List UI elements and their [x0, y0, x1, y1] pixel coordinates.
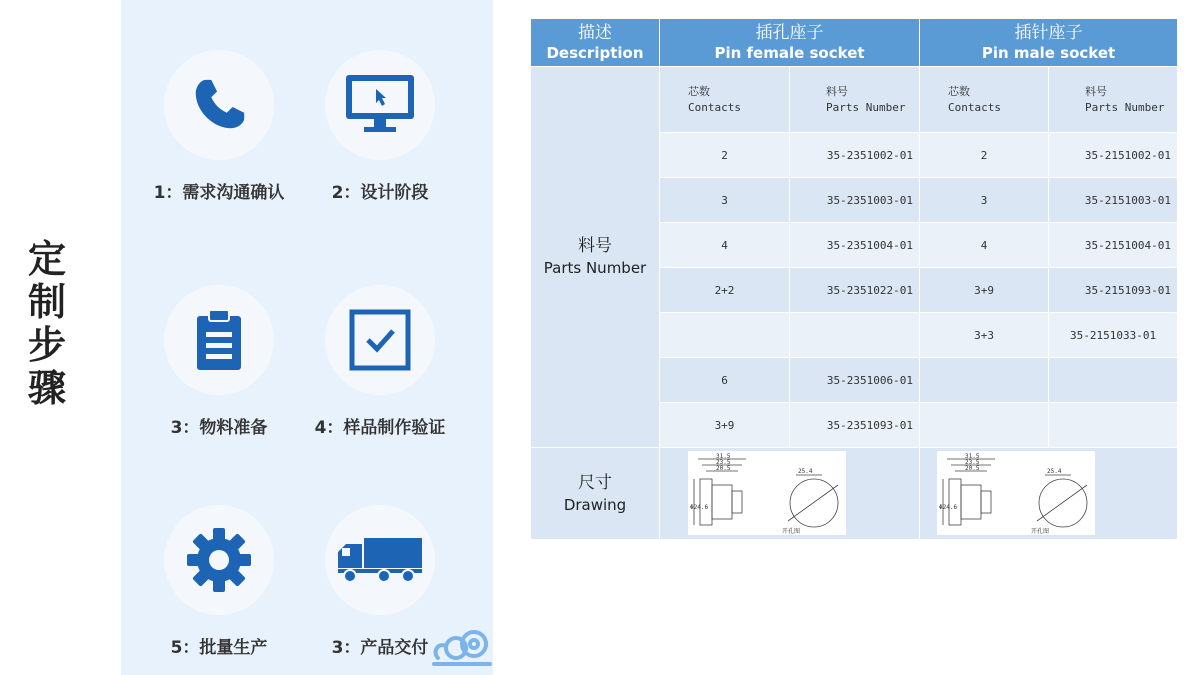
- gear-icon: [184, 525, 254, 595]
- female-contacts-cell: 2: [660, 133, 790, 178]
- male-socket-drawing: [937, 451, 1095, 535]
- male-pn-cell: 35-2151002-01: [1049, 133, 1178, 178]
- female-contacts-cell: 2+2: [660, 268, 790, 313]
- header-desc-en: Description: [546, 43, 644, 62]
- side-title-char: 步: [27, 323, 66, 367]
- drawing-dim-text: 20.5: [716, 465, 731, 472]
- drawing-dim-text: 20.5: [965, 465, 980, 472]
- subheader-text: 料号: [1085, 84, 1108, 98]
- drawing-dim-text: 23.5: [716, 459, 731, 466]
- female-socket-drawing: [688, 451, 846, 535]
- table-subheader-row: [531, 67, 1178, 133]
- step-5: [134, 505, 304, 658]
- subheader-male-contacts: [920, 67, 1049, 133]
- step-2: [295, 50, 465, 203]
- header-female-cn: 插孔座子: [755, 22, 824, 43]
- subheader-text: 芯数: [948, 84, 971, 98]
- parts-number-label: [531, 67, 660, 448]
- side-title-char: 骤: [27, 366, 66, 410]
- subheader-text: Parts Number: [1085, 100, 1165, 114]
- drawing-dim-text: 31.5: [965, 453, 980, 460]
- male-contacts-cell: 3: [920, 178, 1049, 223]
- male-drawing-cell: [920, 448, 1178, 540]
- drawing-dim-text: Φ24.6: [939, 504, 958, 511]
- step-icon-circle: [164, 50, 274, 160]
- table-header-row: [531, 19, 1178, 67]
- male-pn-cell: [1049, 358, 1178, 403]
- male-pn-cell: 35-2151093-01: [1049, 268, 1178, 313]
- subheader-text: Parts Number: [826, 100, 906, 114]
- header-female-en: Pin female socket: [714, 43, 865, 62]
- female-pn-cell: [790, 313, 920, 358]
- subheader-text: Contacts: [688, 100, 741, 114]
- header-male-en: Pin male socket: [981, 43, 1116, 62]
- parts-label-en: Parts Number: [543, 259, 647, 277]
- parts-spec-table: [530, 18, 1178, 540]
- female-pn-cell: 35-2351006-01: [790, 358, 920, 403]
- side-title-char: 制: [27, 280, 66, 324]
- subheader-text: 芯数: [688, 84, 710, 98]
- step-label: 2：设计阶段: [331, 183, 429, 203]
- drawing-caption: 开孔图: [1031, 528, 1050, 535]
- female-drawing-cell: [660, 448, 920, 540]
- drawing-dim-text: Φ24.6: [690, 504, 709, 511]
- step-4: [295, 285, 465, 438]
- header-female-socket: [660, 19, 920, 67]
- step-1: [134, 50, 304, 203]
- step-label: 5：批量生产: [170, 638, 268, 658]
- step-label: 4：样品制作验证: [314, 418, 446, 438]
- truck-icon: [336, 536, 424, 584]
- step-label: 1：需求沟通确认: [153, 183, 285, 203]
- page-side-title: [22, 238, 72, 410]
- male-contacts-cell: [920, 403, 1049, 448]
- step-label: 3：物料准备: [170, 418, 268, 438]
- steps-panel: [121, 0, 493, 675]
- female-contacts-cell: 3: [660, 178, 790, 223]
- side-title-char: 定: [27, 237, 66, 281]
- header-male-socket: [920, 19, 1178, 67]
- subheader-text: Contacts: [948, 100, 1001, 114]
- header-desc-cn: 描述: [578, 22, 612, 43]
- drawing-dim-text: 25.4: [1047, 468, 1062, 475]
- female-contacts-cell: [660, 313, 790, 358]
- checkbox-icon: [349, 309, 411, 371]
- male-contacts-cell: [920, 358, 1049, 403]
- male-pn-cell: [1049, 403, 1178, 448]
- drawing-label-en: Drawing: [563, 495, 627, 514]
- female-pn-cell: 35-2351093-01: [790, 403, 920, 448]
- drawing-row: [531, 448, 1178, 540]
- male-pn-cell: 35-2151003-01: [1049, 178, 1178, 223]
- male-contacts-cell: 4: [920, 223, 1049, 268]
- female-pn-cell: 35-2351002-01: [790, 133, 920, 178]
- female-contacts-cell: 4: [660, 223, 790, 268]
- female-pn-cell: 35-2351003-01: [790, 178, 920, 223]
- female-contacts-cell: 3+9: [660, 403, 790, 448]
- subheader-male-pn: [1049, 67, 1178, 133]
- male-contacts-cell: 3+3: [920, 313, 1049, 358]
- step-icon-circle: [325, 505, 435, 615]
- drawing-caption: 开孔图: [782, 528, 801, 535]
- drawing-label-cn: 尺寸: [578, 472, 612, 493]
- step-icon-circle: [325, 285, 435, 395]
- male-pn-cell: 35-2151033-01: [1049, 313, 1178, 358]
- male-contacts-cell: 3+9: [920, 268, 1049, 313]
- female-pn-cell: 35-2351004-01: [790, 223, 920, 268]
- drawing-dim-text: 23.5: [965, 459, 980, 466]
- step-label: 3：产品交付: [331, 638, 429, 658]
- parts-label-cn: 料号: [578, 236, 612, 256]
- phone-icon: [188, 74, 250, 136]
- male-contacts-cell: 2: [920, 133, 1049, 178]
- clipboard-icon: [194, 308, 244, 372]
- subheader-female-contacts: [660, 67, 790, 133]
- male-pn-cell: 35-2151004-01: [1049, 223, 1178, 268]
- step-icon-circle: [164, 285, 274, 395]
- subheader-text: 料号: [826, 84, 848, 98]
- step-icon-circle: [164, 505, 274, 615]
- step-3: [134, 285, 304, 438]
- female-pn-cell: 35-2351022-01: [790, 268, 920, 313]
- drawing-dim-text: 25.4: [798, 468, 813, 475]
- drawing-label: [531, 448, 660, 540]
- cloud-decoration-icon: [430, 622, 494, 670]
- female-contacts-cell: 6: [660, 358, 790, 403]
- step-icon-circle: [325, 50, 435, 160]
- header-description: [531, 19, 660, 67]
- monitor-cursor-icon: [344, 73, 416, 137]
- subheader-female-pn: [790, 67, 920, 133]
- drawing-dim-text: 31.5: [716, 453, 731, 460]
- header-male-cn: 插针座子: [1014, 22, 1083, 43]
